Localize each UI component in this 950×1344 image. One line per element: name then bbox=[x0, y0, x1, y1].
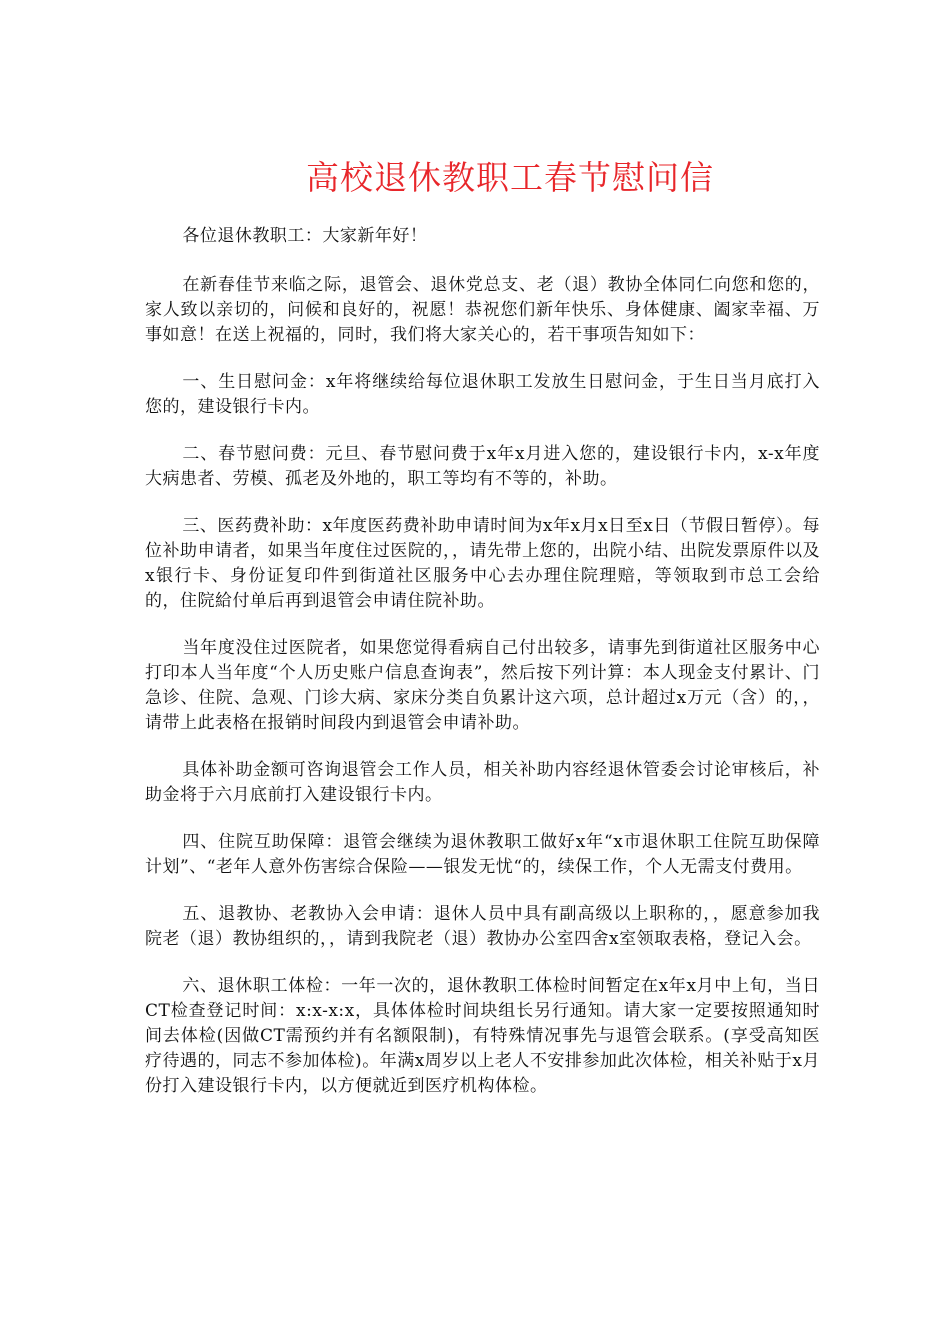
paragraph-non-hospitalized: 当年度没住过医院者，如果您觉得看病自己付出较多，请事先到街道社区服务中心打印本人当年度“个人历史账户信息查询表”，然后按下列计算：本人现金支付累计、门急诊、住院、急观、门诊大病、家床分类自负累计这六项，总计超过x万元（含）的，，请带上此表格在报销时间段内到退管会申请补助。 bbox=[145, 638, 820, 733]
paragraph-medical-subsidy: 三、医药费补助：x年度医药费补助申请时间为x年x月x日至x日（节假日暂停）。每位补助申请者，如果当年度住过医院的，，请先带上您的，出院小结、出院发票原件以及x银行卡、身份证复印件到街道社区服务中心去办理住院理赔，等领取到市总工会给的，住院給付单后再到退管会申请住院补助。 bbox=[145, 516, 820, 611]
paragraph-spring-festival-fee: 二、春节慰问费：元旦、春节慰问费于x年x月进入您的，建设银行卡内，x-x年度大病患者、劳模、孤老及外地的，职工等均有不等的，补助。 bbox=[145, 444, 820, 489]
greeting-line: 各位退休教职工：大家新年好！ bbox=[182, 226, 428, 246]
paragraph-health-checkup: 六、退休职工体检：一年一次的，退休教职工体检时间暂定在x年x月中上旬，当日CT检查登记时间：x:x-x:x，具体体检时间块组长另行通知。请大家一定要按照通知时间去体检(因做CT需预约并有名额限制)，有特殊情况事先与退管会联系。(享受高知医疗待遇的，同志不参加体检)。年满x周岁以上老人不安排参加此次体检，相关补贴于x月份打入建设银行卡内，以方便就近到医疗机构体检。 bbox=[145, 976, 820, 1096]
paragraph-subsidy-amount: 具体补助金额可咨询退管会工作人员，相关补助内容经退休管委会讨论审核后，补助金将于六月底前打入建设银行卡内。 bbox=[145, 760, 820, 805]
paragraph-hospital-insurance: 四、住院互助保障：退管会继续为退休教职工做好x年“x市退休职工住院互助保障计划”、“老年人意外伤害综合保险——银发无忧“的，续保工作，个人无需支付费用。 bbox=[145, 832, 820, 877]
paragraph-birthday-allowance: 一、生日慰问金：x年将继续给每位退休职工发放生日慰问金，于生日当月底打入您的，建设银行卡内。 bbox=[145, 372, 820, 417]
paragraph-association-membership: 五、退教协、老教协入会申请：退休人员中具有副高级以上职称的，，愿意参加我院老（退）教协组织的，，请到我院老（退）教协办公室四舍x室领取表格，登记入会。 bbox=[145, 904, 820, 949]
document-title: 高校退休教职工春节慰问信 bbox=[306, 158, 714, 197]
paragraph-intro: 在新春佳节来临之际，退管会、退休党总支、老（退）教协全体同仁向您和您的，家人致以亲切的，问候和良好的，祝愿！恭祝您们新年快乐、身体健康、阖家幸福、万事如意！在送上祝福的，同时，我们将大家关心的，若干事项告知如下： bbox=[145, 275, 820, 345]
letter-body bbox=[145, 224, 820, 1099]
